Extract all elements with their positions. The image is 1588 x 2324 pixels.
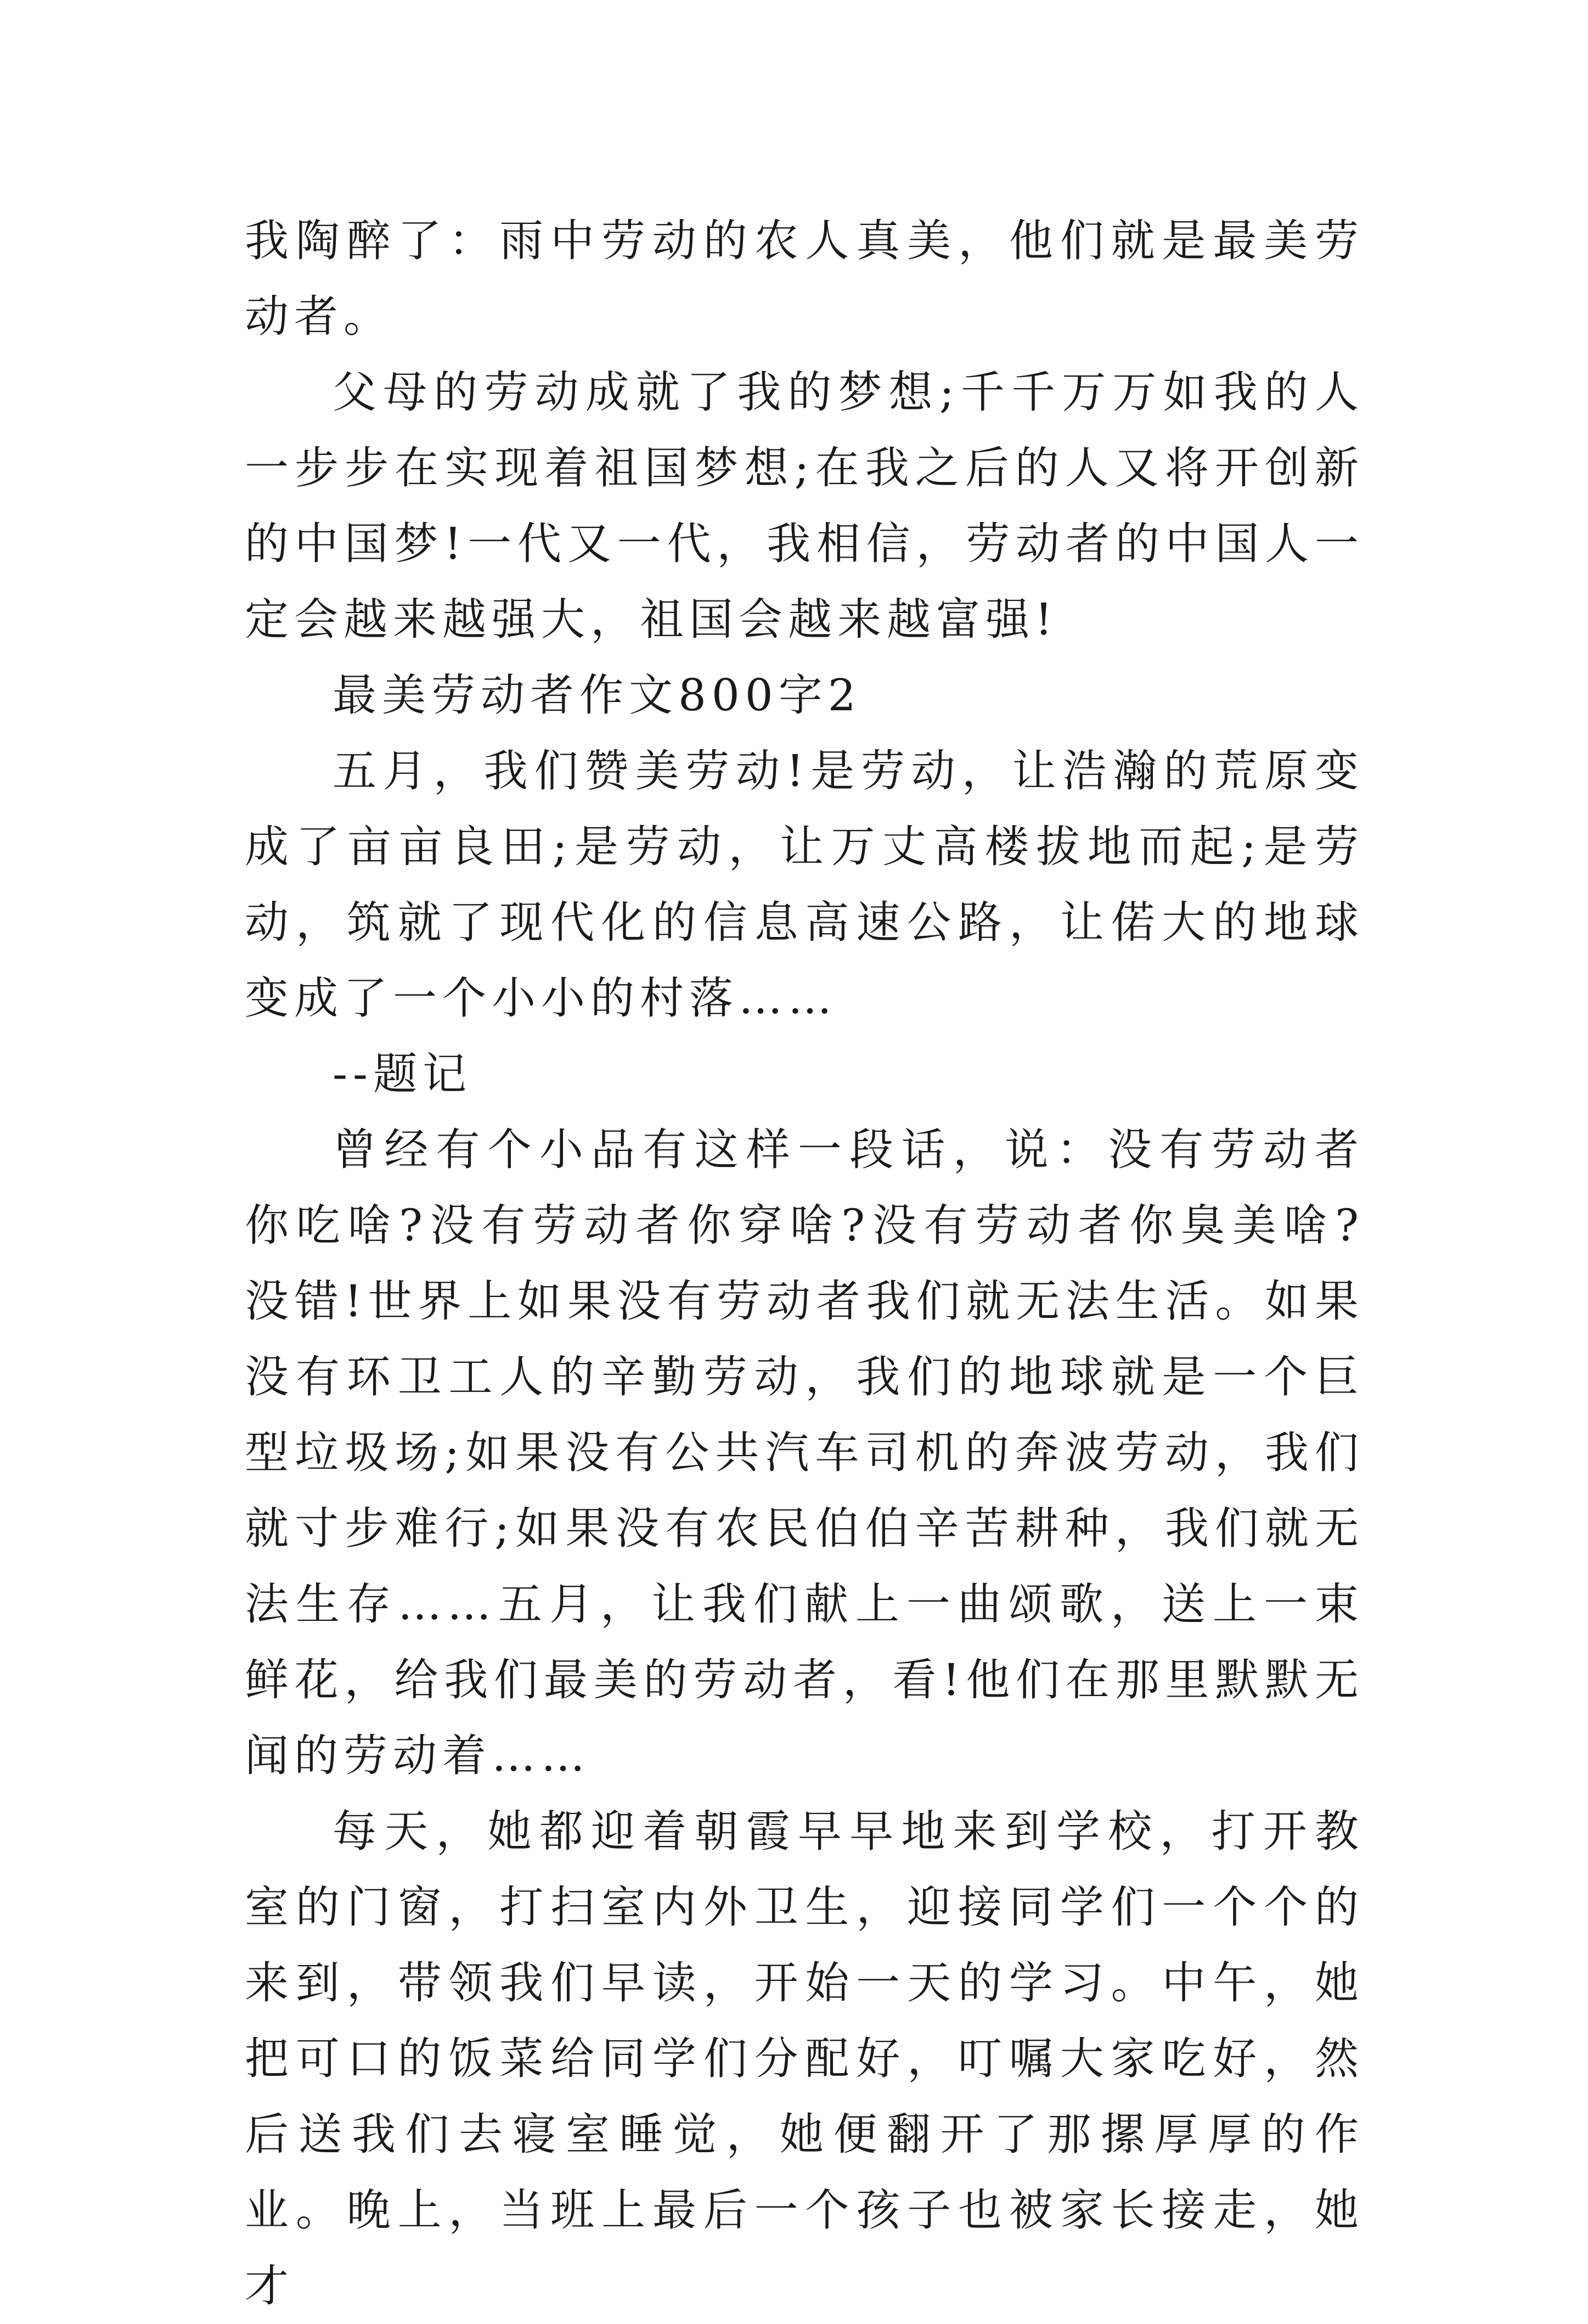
paragraph: 曾经有个小品有这样一段话，说：没有劳动者你吃啥?没有劳动者你穿啥?没有劳动者你臭美啥?没错!世界上如果没有劳动者我们就无法生活。如果没有环卫工人的辛勤劳动，我们的地球就是一个巨型垃圾场;如果没有公共汽车司机的奔波劳动，我们就寸步难行;如果没有农民伯伯辛苦耕种，我们就无法生存……五月，让我们献上一曲颂歌，送上一束鲜花，给我们最美的劳动者，看!他们在那里默默无闻的劳动着…… [245,1124,1364,1781]
paragraph: 我陶醉了：雨中劳动的农人真美，他们就是最美劳动者。 [245,215,1364,342]
document-body [245,203,1364,2324]
paragraph: 每天，她都迎着朝霞早早地来到学校，打开教室的门窗，打扫室内外卫生，迎接同学们一个个的来到，带领我们早读，开始一天的学习。中午，她把可口的饭菜给同学们分配好，叮嘱大家吃好，然后送我们去寝室睡觉，她便翻开了那摞厚厚的作业。晚上，当班上最后一个孩子也被家长接走，她才 [245,1806,1364,2311]
epigraph-attribution: --题记 [333,1048,472,1099]
section-heading: 最美劳动者作文800字2 [333,670,861,721]
paragraph: 五月，我们赞美劳动!是劳动，让浩瀚的荒原变成了亩亩良田;是劳动，让万丈高楼拔地而起;是劳动，筑就了现代化的信息高速公路，让偌大的地球变成了一个小小的村落…… [245,745,1364,1024]
paragraph: 父母的劳动成就了我的梦想;千千万万如我的人一步步在实现着祖国梦想;在我之后的人又将开创新的中国梦!一代又一代，我相信，劳动者的中国人一定会越来越强大，祖国会越来越富强! [245,367,1364,645]
